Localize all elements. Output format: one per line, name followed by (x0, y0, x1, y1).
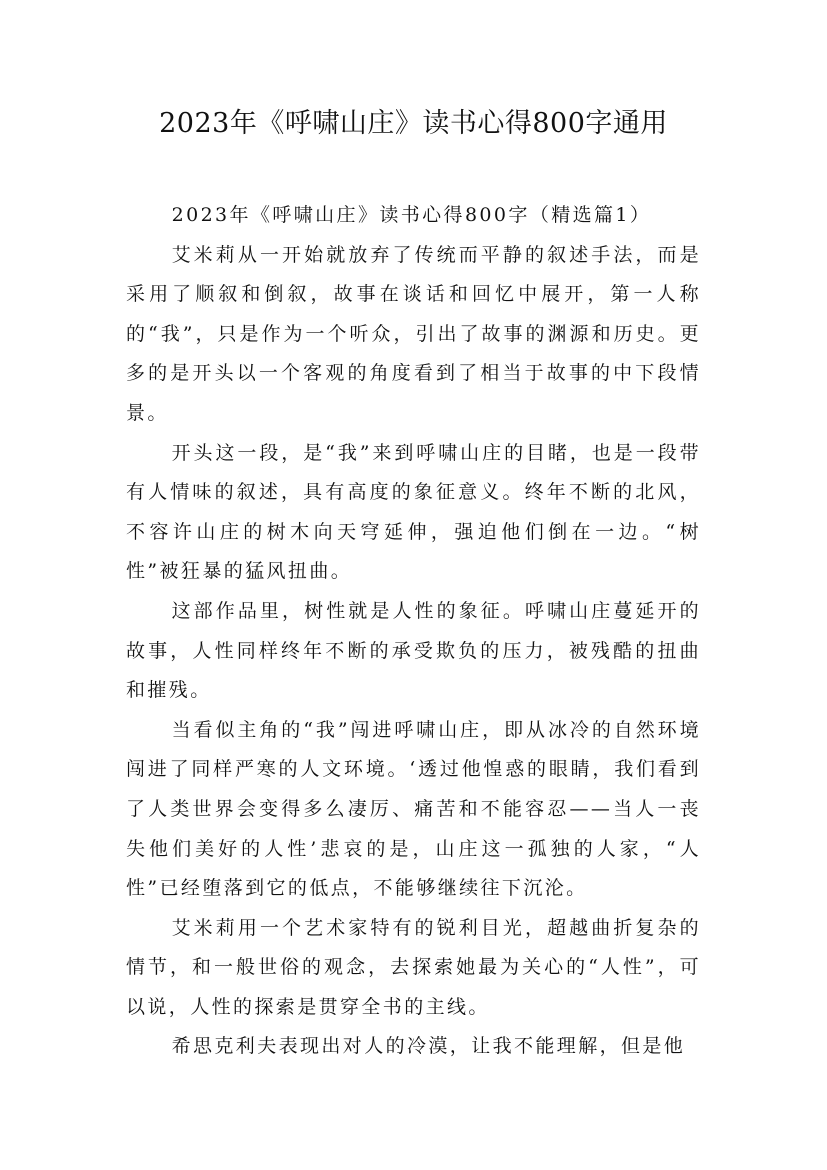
paragraph: 艾米莉用一个艺术家特有的锐利目光，超越曲折复杂的情节，和一般世俗的观念，去探索她最为关心的“人性”，可以说，人性的探索是贯穿全书的主线。 (126, 916, 701, 1018)
document-title: 2023年《呼啸山庄》读书心得800字通用 (159, 108, 668, 139)
section-heading: 2023年《呼啸山庄》读书心得800字（精选篇1） (171, 204, 652, 226)
paragraph: 这部作品里，树性就是人性的象征。呼啸山庄蔓延开的故事，人性同样终年不断的承受欺负的压力，被残酷的扭曲和摧残。 (126, 599, 701, 702)
paragraph: 希思克利夫表现出对人的冷漠，让我不能理解，但是他 (171, 1035, 686, 1058)
paragraph: 艾米莉从一开始就放弃了传统而平静的叙述手法，而是采用了顺叙和倒叙，故事在谈话和回忆中展开，第一人称的“我”，只是作为一个听众，引出了故事的渊源和历史。更多的是开头以一个客观的角度看到了相当于故事的中下段情景。 (126, 243, 701, 424)
paragraph: 开头这一段，是“我”来到呼啸山庄的目睹，也是一段带有人情味的叙述，具有高度的象征意义。终年不断的北风，不容许山庄的树木向天穹延伸，强迫他们倒在一边。“树性”被狂暴的猛风扭曲。 (126, 441, 701, 583)
document-body (126, 196, 701, 1067)
paragraph: 当看似主角的“我”闯进呼啸山庄，即从冰冷的自然环境闯进了同样严寒的人文环境。‘透过他惶惑的眼睛，我们看到了人类世界会变得多么凄厉、痛苦和不能容忍——当人一丧失他们美好的人性’悲哀的是，山庄这一孤独的人家，“人性”已经堕落到它的低点，不能够继续往下沉沦。 (126, 718, 701, 900)
